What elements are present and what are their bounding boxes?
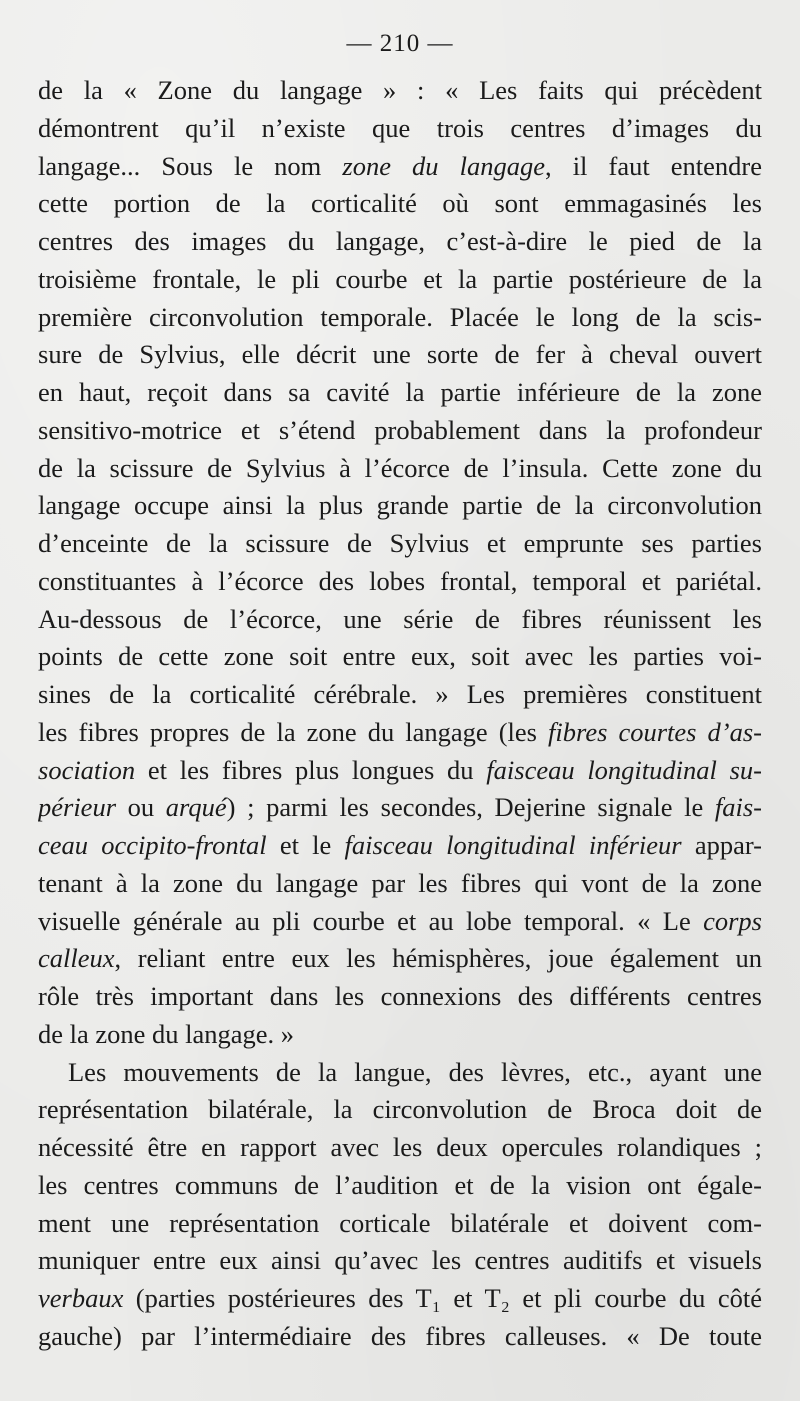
text-line: tenant à la zone du langage par les fibres qui vont de la zone <box>38 867 762 898</box>
text-line: centres des images du langage, c’est-à-dire le pied de la <box>38 226 762 256</box>
text-line: première circonvolution temporale. Placée le long de la scis- <box>38 301 762 332</box>
body-text <box>38 72 762 1356</box>
text-line: constituantes à l’écorce des lobes frontal, temporal et pariétal. <box>38 565 762 596</box>
text-line: sociation et les fibres plus longues du faisceau longitudinal su- <box>38 754 762 785</box>
text-line: sensitivo-motrice et s’étend probablement dans la profondeur <box>38 414 762 445</box>
text-line: ceau occipito-frontal et le faisceau longitudinal inférieur appar- <box>38 830 762 860</box>
text-line: gauche) par l’intermédiaire des fibres calleuses. « De toute <box>38 1320 762 1351</box>
text-line: de la scissure de Sylvius à l’écorce de l’insula. Cette zone du <box>38 452 762 483</box>
text-line: langage occupe ainsi la plus grande partie de la circonvolution <box>38 490 762 521</box>
text-line: de la zone du langage. » <box>38 1018 295 1049</box>
text-line: de la « Zone du langage » : « Les faits qui précèdent <box>38 75 762 105</box>
page-number: — 210 — <box>346 30 454 57</box>
text-line: cette portion de la corticalité où sont emmagasinés les <box>38 188 762 219</box>
text-line: périeur ou arqué) ; parmi les secondes, Dejerine signale le fais- <box>38 792 762 823</box>
text-line: calleux, reliant entre eux les hémisphères, joue également un <box>38 943 762 974</box>
text-line: points de cette zone soit entre eux, soit avec les parties voi- <box>38 641 762 672</box>
text-line: muniquer entre eux ainsi qu’avec les centres auditifs et visuels <box>38 1245 762 1276</box>
text-line: les centres communs de l’audition et de la vision ont égale- <box>38 1169 762 1200</box>
text-line: sines de la corticalité cérébrale. » Les premières constituent <box>38 679 762 709</box>
text-line: visuelle générale au pli courbe et au lobe temporal. « Le corps <box>38 905 762 936</box>
text-line: langage... Sous le nom zone du langage, il faut entendre <box>38 150 762 181</box>
text-line: nécessité être en rapport avec les deux opercules rolandiques ; <box>38 1132 762 1162</box>
text-line: sure de Sylvius, elle décrit une sorte de fer à cheval ouvert <box>38 339 762 370</box>
text-line: les fibres propres de la zone du langage (les fibres courtes d’as- <box>38 716 762 747</box>
text-line: représentation bilatérale, la circonvolution de Broca doit de <box>38 1094 762 1125</box>
text-line: Au-dessous de l’écorce, une série de fibres réunissent les <box>38 603 762 634</box>
text-line: d’enceinte de la scissure de Sylvius et emprunte ses parties <box>38 528 762 558</box>
text-line: verbaux (parties postérieures des T₁ et T₂ et pli courbe du côté <box>38 1283 762 1313</box>
text-line: en haut, reçoit dans sa cavité la partie inférieure de la zone <box>38 377 762 407</box>
text-line: ment une représentation corticale bilatérale et doivent com- <box>38 1207 762 1238</box>
text-line: troisième frontale, le pli courbe et la partie postérieure de la <box>38 263 762 294</box>
text-line: rôle très important dans les connexions des différents centres <box>38 981 762 1011</box>
text-line: Les mouvements de la langue, des lèvres, etc., ayant une <box>68 1056 762 1087</box>
text-line: démontrent qu’il n’existe que trois centres d’images du <box>38 112 762 143</box>
